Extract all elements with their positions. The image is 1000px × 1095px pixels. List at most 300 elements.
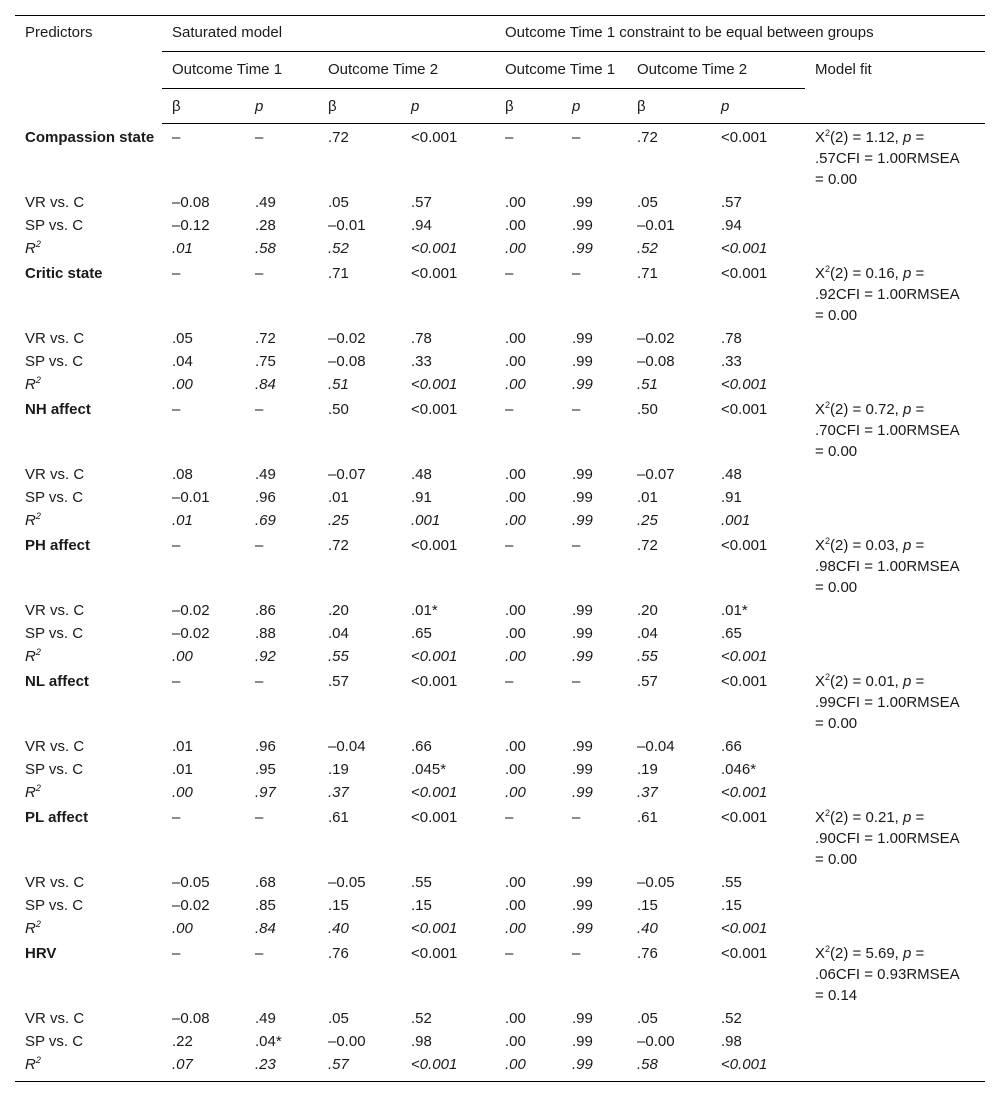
value-cell: .99 bbox=[572, 489, 593, 506]
value-cell: .71 bbox=[328, 265, 349, 282]
model-fit-cell bbox=[805, 260, 985, 327]
value-cell: <0.001 bbox=[411, 240, 458, 257]
row-label-text: VR vs. C bbox=[25, 194, 85, 211]
row-label bbox=[15, 191, 162, 214]
value-cell: .37 bbox=[637, 784, 658, 801]
comparison-row bbox=[15, 463, 985, 486]
value-cell: – bbox=[572, 945, 581, 962]
value-cell: .00 bbox=[172, 920, 193, 937]
table-header bbox=[15, 16, 985, 124]
comparison-row bbox=[15, 350, 985, 373]
value-cell: <0.001 bbox=[411, 784, 458, 801]
value-cell: –0.02 bbox=[637, 330, 675, 347]
value-cell: <0.001 bbox=[411, 648, 458, 665]
value-cell: –0.05 bbox=[172, 874, 210, 891]
value-cell: .72 bbox=[637, 537, 658, 554]
p-value: = .99 bbox=[815, 673, 925, 711]
p-value: = .92 bbox=[815, 265, 925, 303]
value-cell: <0.001 bbox=[721, 129, 768, 146]
cfi-value: CFI = 1.00 bbox=[835, 286, 907, 303]
value-cell: .15 bbox=[637, 897, 658, 914]
value-cell: .96 bbox=[255, 489, 276, 506]
value-cell: .00 bbox=[505, 466, 526, 483]
value-cell: – bbox=[255, 945, 264, 962]
p-value: = .06 bbox=[815, 945, 925, 983]
value-cell: .49 bbox=[255, 194, 276, 211]
value-cell: –0.04 bbox=[637, 738, 675, 755]
value-cell: <0.001 bbox=[411, 376, 458, 393]
value-cell: –0.07 bbox=[328, 466, 366, 483]
value-cell: .15 bbox=[721, 897, 742, 914]
group-row bbox=[15, 260, 985, 327]
value-cell: .20 bbox=[637, 602, 658, 619]
value-cell: .99 bbox=[572, 353, 593, 370]
value-cell: .51 bbox=[328, 376, 349, 393]
value-cell: .01* bbox=[411, 602, 438, 619]
value-cell: –0.02 bbox=[328, 330, 366, 347]
value-cell: .00 bbox=[505, 920, 526, 937]
value-cell: .99 bbox=[572, 602, 593, 619]
chi-superscript: 2 bbox=[825, 400, 831, 410]
r-squared-row bbox=[15, 1053, 985, 1082]
value-cell: .99 bbox=[572, 376, 593, 393]
value-cell: – bbox=[172, 673, 181, 690]
cfi-value: CFI = 1.00 bbox=[835, 422, 907, 439]
comparison-row bbox=[15, 327, 985, 350]
value-cell: – bbox=[172, 401, 181, 418]
value-cell: – bbox=[505, 809, 514, 826]
value-cell: .01* bbox=[721, 602, 748, 619]
value-cell: .51 bbox=[637, 376, 658, 393]
value-cell: .00 bbox=[505, 625, 526, 642]
empty-fit-cell bbox=[805, 486, 985, 509]
value-cell: – bbox=[572, 809, 581, 826]
value-cell: .15 bbox=[328, 897, 349, 914]
predictor-name: Critic state bbox=[25, 265, 103, 282]
empty-fit-cell bbox=[805, 373, 985, 396]
chi-statistic: (2) = 0.72, bbox=[830, 401, 904, 418]
saturated-model-header: Saturated model bbox=[162, 16, 495, 52]
row-label-text: SP vs. C bbox=[25, 1033, 84, 1050]
value-cell: .05 bbox=[637, 194, 658, 211]
r-squared-row bbox=[15, 237, 985, 260]
value-cell: .045* bbox=[411, 761, 447, 778]
value-cell: .23 bbox=[245, 1053, 318, 1082]
value-cell: <0.001 bbox=[411, 129, 458, 146]
p-label: p bbox=[903, 129, 912, 146]
value-cell: <0.001 bbox=[411, 401, 458, 418]
value-cell: <0.001 bbox=[721, 784, 768, 801]
row-label bbox=[15, 871, 162, 894]
value-cell: .01 bbox=[172, 738, 193, 755]
predictor-name: NL affect bbox=[25, 673, 89, 690]
value-cell: .00 bbox=[172, 376, 193, 393]
empty-fit-cell bbox=[805, 894, 985, 917]
value-cell: .99 bbox=[572, 194, 593, 211]
group-row bbox=[15, 532, 985, 599]
p-value: = .57 bbox=[815, 129, 925, 167]
value-cell: .07 bbox=[162, 1053, 245, 1082]
value-cell: <0.001 bbox=[411, 265, 458, 282]
r-squared-row bbox=[15, 509, 985, 532]
value-cell: – bbox=[172, 945, 181, 962]
value-cell: .99 bbox=[572, 217, 593, 234]
value-cell: <0.001 bbox=[711, 1053, 805, 1082]
row-label-text: VR vs. C bbox=[25, 1010, 85, 1027]
value-cell: <0.001 bbox=[411, 920, 458, 937]
value-cell: .08 bbox=[172, 466, 193, 483]
row-label-text: SP vs. C bbox=[25, 353, 84, 370]
value-cell: .57 bbox=[411, 194, 432, 211]
value-cell: .84 bbox=[255, 376, 276, 393]
value-cell: .00 bbox=[505, 217, 526, 234]
predictor-name: NH affect bbox=[25, 401, 91, 418]
value-cell: .52 bbox=[328, 240, 349, 257]
value-cell: – bbox=[505, 129, 514, 146]
rmsea-value: RMSEA = 0.00 bbox=[815, 694, 959, 732]
value-cell: .99 bbox=[572, 648, 593, 665]
comparison-row bbox=[15, 894, 985, 917]
r-squared-superscript: 2 bbox=[35, 1055, 41, 1065]
results-table bbox=[15, 15, 985, 1082]
value-cell: .00 bbox=[172, 648, 193, 665]
empty-fit-cell bbox=[805, 350, 985, 373]
row-label-text: R bbox=[25, 920, 36, 937]
row-label-text: VR vs. C bbox=[25, 330, 85, 347]
outcome-time2-header: Outcome Time 2 bbox=[318, 52, 495, 89]
row-label-text: SP vs. C bbox=[25, 217, 84, 234]
value-cell: .66 bbox=[411, 738, 432, 755]
empty-fit-cell bbox=[805, 917, 985, 940]
cfi-value: CFI = 1.00 bbox=[835, 830, 907, 847]
value-cell: .52 bbox=[721, 1010, 742, 1027]
value-cell: <0.001 bbox=[411, 809, 458, 826]
r-squared-superscript: 2 bbox=[35, 783, 41, 793]
empty-fit-cell bbox=[805, 509, 985, 532]
value-cell: .55 bbox=[637, 648, 658, 665]
value-cell: –0.08 bbox=[637, 353, 675, 370]
value-cell: .94 bbox=[411, 217, 432, 234]
value-cell: .00 bbox=[505, 353, 526, 370]
value-cell: .52 bbox=[411, 1010, 432, 1027]
value-cell: –0.08 bbox=[172, 194, 210, 211]
value-cell: <0.001 bbox=[411, 673, 458, 690]
value-cell: .04* bbox=[255, 1033, 282, 1050]
value-cell: –0.01 bbox=[328, 217, 366, 234]
row-label bbox=[15, 894, 162, 917]
group-row bbox=[15, 940, 985, 1007]
p-label: p bbox=[903, 945, 912, 962]
chi-symbol: X bbox=[815, 265, 826, 282]
r-squared-row bbox=[15, 781, 985, 804]
predictors-header: Predictors bbox=[15, 16, 162, 124]
empty-fit-cell bbox=[805, 214, 985, 237]
value-cell: .96 bbox=[255, 738, 276, 755]
value-cell: –0.08 bbox=[172, 1010, 210, 1027]
empty-fit-cell bbox=[805, 781, 985, 804]
comparison-row bbox=[15, 735, 985, 758]
value-cell: .98 bbox=[721, 1033, 742, 1050]
beta-header: β bbox=[162, 89, 245, 124]
r-squared-superscript: 2 bbox=[35, 375, 41, 385]
model-fit-cell bbox=[805, 124, 985, 192]
comparison-row bbox=[15, 191, 985, 214]
value-cell: .99 bbox=[572, 512, 593, 529]
value-cell: .49 bbox=[255, 1010, 276, 1027]
value-cell: –0.12 bbox=[172, 217, 210, 234]
value-cell: .48 bbox=[721, 466, 742, 483]
rmsea-value: RMSEA = 0.00 bbox=[815, 558, 959, 596]
value-cell: .50 bbox=[637, 401, 658, 418]
value-cell: .57 bbox=[721, 194, 742, 211]
cfi-value: CFI = 1.00 bbox=[835, 150, 907, 167]
row-label-text: R bbox=[25, 648, 36, 665]
value-cell: – bbox=[172, 537, 181, 554]
value-cell: – bbox=[572, 401, 581, 418]
group-row bbox=[15, 396, 985, 463]
cfi-value: CFI = 0.93 bbox=[835, 966, 907, 983]
empty-fit-cell bbox=[805, 735, 985, 758]
value-cell: .78 bbox=[411, 330, 432, 347]
value-cell: .00 bbox=[505, 784, 526, 801]
value-cell: – bbox=[572, 129, 581, 146]
value-cell: .48 bbox=[411, 466, 432, 483]
empty-fit-cell bbox=[805, 1007, 985, 1030]
value-cell: – bbox=[255, 809, 264, 826]
value-cell: .61 bbox=[637, 809, 658, 826]
r-squared-row bbox=[15, 645, 985, 668]
value-cell: .99 bbox=[562, 1053, 627, 1082]
p-header: p bbox=[401, 89, 495, 124]
comparison-row bbox=[15, 1007, 985, 1030]
empty-fit-cell bbox=[805, 191, 985, 214]
value-cell: .92 bbox=[255, 648, 276, 665]
value-cell: .00 bbox=[505, 648, 526, 665]
p-header: p bbox=[711, 89, 805, 124]
value-cell: .99 bbox=[572, 738, 593, 755]
value-cell: .04 bbox=[637, 625, 658, 642]
value-cell: <0.001 bbox=[721, 945, 768, 962]
r-squared-row bbox=[15, 373, 985, 396]
row-label-text: SP vs. C bbox=[25, 897, 84, 914]
empty-fit-cell bbox=[805, 758, 985, 781]
model-fit-cell bbox=[805, 804, 985, 871]
row-label bbox=[15, 486, 162, 509]
cfi-value: CFI = 1.00 bbox=[835, 694, 907, 711]
model-fit-header: Model fit bbox=[805, 52, 985, 124]
value-cell: – bbox=[505, 537, 514, 554]
value-cell: .001 bbox=[721, 512, 751, 529]
value-cell: <0.001 bbox=[411, 945, 458, 962]
value-cell: .19 bbox=[328, 761, 349, 778]
value-cell: .19 bbox=[637, 761, 658, 778]
value-cell: .99 bbox=[572, 1010, 593, 1027]
row-label-text: R bbox=[25, 1056, 36, 1073]
value-cell: .00 bbox=[505, 761, 526, 778]
value-cell: .55 bbox=[411, 874, 432, 891]
value-cell: .00 bbox=[505, 376, 526, 393]
row-label bbox=[15, 599, 162, 622]
model-fit-cell bbox=[805, 396, 985, 463]
value-cell: .00 bbox=[505, 194, 526, 211]
empty-fit-cell bbox=[805, 237, 985, 260]
chi-superscript: 2 bbox=[825, 944, 831, 954]
value-cell: <0.001 bbox=[401, 1053, 495, 1082]
value-cell: –0.01 bbox=[172, 489, 210, 506]
value-cell: – bbox=[172, 809, 181, 826]
value-cell: –0.07 bbox=[637, 466, 675, 483]
outcome-time1-header: Outcome Time 1 bbox=[162, 52, 318, 89]
row-label bbox=[15, 237, 162, 260]
row-label bbox=[15, 350, 162, 373]
p-value: = .90 bbox=[815, 809, 925, 847]
p-label: p bbox=[903, 809, 912, 826]
value-cell: – bbox=[172, 265, 181, 282]
chi-superscript: 2 bbox=[825, 808, 831, 818]
chi-symbol: X bbox=[815, 537, 826, 554]
value-cell: .15 bbox=[411, 897, 432, 914]
value-cell: – bbox=[255, 265, 264, 282]
value-cell: <0.001 bbox=[721, 920, 768, 937]
rmsea-value: RMSEA = 0.00 bbox=[815, 150, 959, 188]
outcome-time2-constrained-header: Outcome Time 2 bbox=[627, 52, 805, 89]
value-cell: .58 bbox=[255, 240, 276, 257]
chi-statistic: (2) = 0.16, bbox=[830, 265, 904, 282]
rmsea-value: RMSEA = 0.14 bbox=[815, 966, 959, 1004]
empty-fit-cell bbox=[805, 622, 985, 645]
row-label bbox=[15, 735, 162, 758]
value-cell: –0.05 bbox=[328, 874, 366, 891]
comparison-row bbox=[15, 599, 985, 622]
value-cell: .72 bbox=[328, 129, 349, 146]
value-cell: .25 bbox=[328, 512, 349, 529]
value-cell: .00 bbox=[505, 738, 526, 755]
row-label-text: R bbox=[25, 512, 36, 529]
value-cell: .28 bbox=[255, 217, 276, 234]
table-body bbox=[15, 124, 985, 1082]
value-cell: <0.001 bbox=[411, 537, 458, 554]
beta-header: β bbox=[318, 89, 401, 124]
p-value: = .98 bbox=[815, 537, 925, 575]
beta-header: β bbox=[627, 89, 711, 124]
value-cell: .05 bbox=[637, 1010, 658, 1027]
value-cell: – bbox=[572, 537, 581, 554]
group-row bbox=[15, 124, 985, 192]
cfi-value: CFI = 1.00 bbox=[835, 558, 907, 575]
value-cell: .37 bbox=[328, 784, 349, 801]
value-cell: .72 bbox=[255, 330, 276, 347]
value-cell: .99 bbox=[572, 784, 593, 801]
row-label bbox=[15, 622, 162, 645]
beta-header: β bbox=[495, 89, 562, 124]
value-cell: .40 bbox=[637, 920, 658, 937]
r-squared-superscript: 2 bbox=[35, 919, 41, 929]
row-label-text: SP vs. C bbox=[25, 489, 84, 506]
row-label-text: VR vs. C bbox=[25, 602, 85, 619]
value-cell: .65 bbox=[411, 625, 432, 642]
row-label-text: R bbox=[25, 376, 36, 393]
group-row bbox=[15, 668, 985, 735]
value-cell: .88 bbox=[255, 625, 276, 642]
value-cell: .69 bbox=[255, 512, 276, 529]
value-cell: .61 bbox=[328, 809, 349, 826]
value-cell: .22 bbox=[172, 1033, 193, 1050]
p-label: p bbox=[903, 265, 912, 282]
row-label bbox=[15, 327, 162, 350]
chi-statistic: (2) = 0.21, bbox=[830, 809, 904, 826]
value-cell: .55 bbox=[328, 648, 349, 665]
empty-fit-cell bbox=[805, 327, 985, 350]
value-cell: – bbox=[505, 401, 514, 418]
p-value: = .70 bbox=[815, 401, 925, 439]
value-cell: .40 bbox=[328, 920, 349, 937]
value-cell: <0.001 bbox=[721, 673, 768, 690]
value-cell: .76 bbox=[328, 945, 349, 962]
value-cell: .98 bbox=[411, 1033, 432, 1050]
value-cell: .04 bbox=[328, 625, 349, 642]
value-cell: –0.08 bbox=[328, 353, 366, 370]
value-cell: .55 bbox=[721, 874, 742, 891]
outcome-time1-constrained-header: Outcome Time 1 bbox=[495, 52, 627, 89]
value-cell: .99 bbox=[572, 1033, 593, 1050]
row-label bbox=[15, 917, 162, 940]
row-label bbox=[15, 758, 162, 781]
p-label: p bbox=[903, 401, 912, 418]
row-label bbox=[15, 645, 162, 668]
value-cell: .001 bbox=[411, 512, 441, 529]
value-cell: .95 bbox=[255, 761, 276, 778]
value-cell: – bbox=[255, 129, 264, 146]
value-cell: .50 bbox=[328, 401, 349, 418]
value-cell: .71 bbox=[637, 265, 658, 282]
row-label bbox=[15, 1030, 162, 1053]
model-fit-cell bbox=[805, 532, 985, 599]
value-cell: .01 bbox=[172, 512, 193, 529]
value-cell: .91 bbox=[721, 489, 742, 506]
value-cell: .00 bbox=[505, 240, 526, 257]
value-cell: .00 bbox=[505, 512, 526, 529]
value-cell: .99 bbox=[572, 897, 593, 914]
value-cell: <0.001 bbox=[721, 265, 768, 282]
model-fit-cell bbox=[805, 940, 985, 1007]
predictor-name: PL affect bbox=[25, 809, 89, 826]
empty-fit-cell bbox=[805, 1053, 985, 1082]
value-cell: .01 bbox=[172, 240, 193, 257]
row-label bbox=[15, 373, 162, 396]
chi-statistic: (2) = 1.12, bbox=[830, 129, 904, 146]
rmsea-value: RMSEA = 0.00 bbox=[815, 422, 959, 460]
value-cell: –0.02 bbox=[172, 625, 210, 642]
value-cell: – bbox=[505, 673, 514, 690]
comparison-row bbox=[15, 214, 985, 237]
value-cell: .52 bbox=[637, 240, 658, 257]
value-cell: .72 bbox=[637, 129, 658, 146]
group-row bbox=[15, 804, 985, 871]
p-header: p bbox=[562, 89, 627, 124]
value-cell: <0.001 bbox=[721, 401, 768, 418]
value-cell: .33 bbox=[721, 353, 742, 370]
chi-superscript: 2 bbox=[825, 672, 831, 682]
row-label-text: VR vs. C bbox=[25, 466, 85, 483]
comparison-row bbox=[15, 758, 985, 781]
value-cell: .01 bbox=[172, 761, 193, 778]
chi-symbol: X bbox=[815, 401, 826, 418]
value-cell: .86 bbox=[255, 602, 276, 619]
chi-superscript: 2 bbox=[825, 536, 831, 546]
value-cell: .99 bbox=[572, 330, 593, 347]
predictor-name: HRV bbox=[25, 945, 57, 962]
value-cell: –0.02 bbox=[172, 602, 210, 619]
